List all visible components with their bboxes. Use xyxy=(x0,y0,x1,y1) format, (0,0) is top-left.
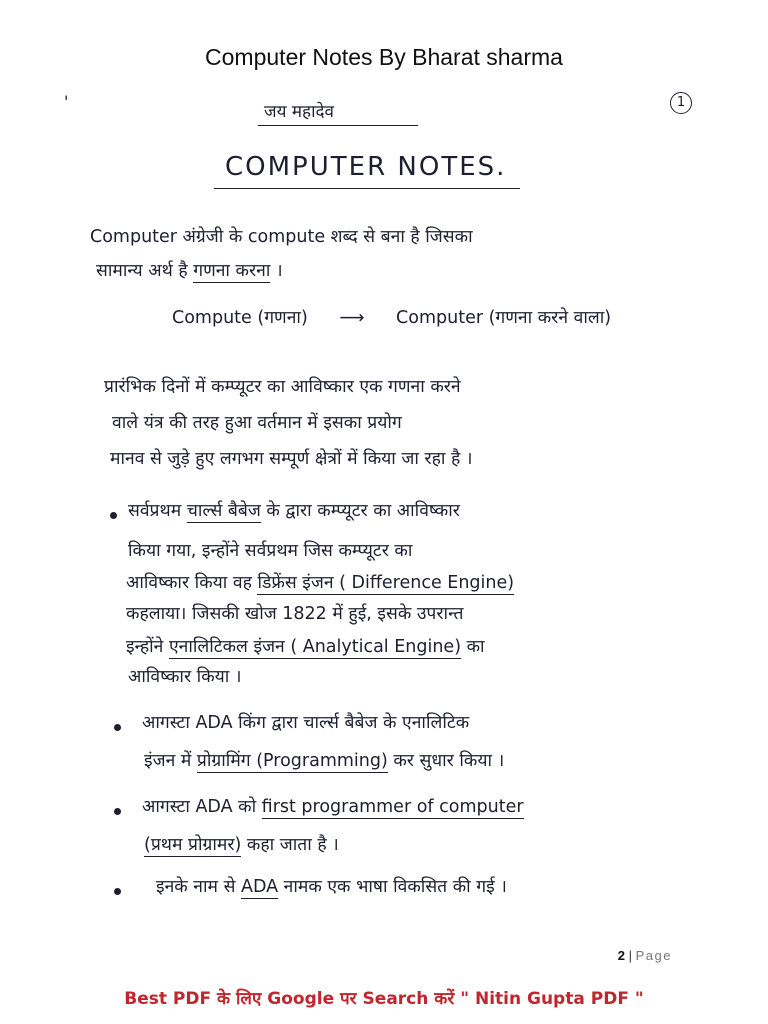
bullet4-line-1 xyxy=(156,874,507,898)
intro-underlined-term: गणना करना xyxy=(193,261,271,281)
bullet1-line-3 xyxy=(126,570,514,594)
analytical-engine-term: एनालिटिकल इंजन ( Analytical Engine) xyxy=(168,637,462,657)
bullet-1 xyxy=(110,512,117,519)
bullet2-line2-end: कर सुधार किया । xyxy=(387,751,505,771)
page-number: 2 xyxy=(617,948,626,963)
invocation-underline xyxy=(258,125,418,126)
bullet1-text-c: के द्वारा कम्प्यूटर का आविष्कार xyxy=(260,501,460,521)
bullet1-line-1 xyxy=(128,498,460,522)
bullet-4 xyxy=(114,888,121,895)
bullet-3 xyxy=(114,808,121,815)
bullet1-line-4: कहलाया। जिसकी खोज 1822 में हुई, इसके उपरान्त xyxy=(126,604,464,624)
bullet3-line2-end: कहा जाता है । xyxy=(241,835,339,855)
bullet2-line2-text: इंजन में xyxy=(144,751,197,771)
document-header-title: Computer Notes By Bharat sharma xyxy=(205,44,563,70)
bullet1-line5-text: इन्होंने xyxy=(126,637,169,657)
invocation-text: जय महादेव xyxy=(264,102,334,122)
arrow-icon: ⟶ xyxy=(339,308,365,328)
bullet1-underlined-name: चार्ल्स बैबेज xyxy=(186,501,261,521)
bullet3-text: आगस्टा ADA को xyxy=(142,797,262,817)
bullet2-line-1: आगस्टा ADA किंग द्वारा चार्ल्स बैबेज के एनालिटिक xyxy=(142,713,470,733)
notes-heading: COMPUTER NOTES. xyxy=(225,152,507,182)
bullet3-line-2 xyxy=(144,832,339,856)
formula-compute: Compute (गणना) xyxy=(172,308,308,328)
bullet4-text: इनके नाम से xyxy=(156,877,241,897)
page-footer xyxy=(618,948,672,963)
first-programmer-term: first programmer of computer xyxy=(261,797,524,817)
programming-term: प्रोग्रामिंग (Programming) xyxy=(196,751,388,771)
promo-banner xyxy=(0,986,768,1009)
bullet1-line5-end: का xyxy=(461,637,485,657)
bullet4-end: नामक एक भाषा विकसित की गई । xyxy=(278,877,507,897)
bullet1-line-5 xyxy=(126,634,485,658)
bullet2-line-2 xyxy=(144,748,504,772)
intro-line-1: Computer अंग्रेजी के compute शब्द से बना है जिसका xyxy=(90,227,473,247)
difference-engine-term: डिफ्रेंस इंजन ( Difference Engine) xyxy=(257,573,515,593)
margin-tick-mark: ' xyxy=(64,92,69,111)
heading-underline xyxy=(214,188,520,189)
promo-brand: " Nitin Gupta PDF " xyxy=(454,989,644,1009)
bullet3-line-1 xyxy=(142,794,524,818)
intro-line-2 xyxy=(96,258,283,282)
para1-line-3: मानव से जुड़े हुए लगभग सम्पूर्ण क्षेत्रों में किया जा रहा है । xyxy=(110,449,473,469)
para1-line-1: प्रारंभिक दिनों में कम्प्यूटर का आविष्कार एक गणना करने xyxy=(104,377,461,397)
intro-text: सामान्य अर्थ है xyxy=(96,261,194,281)
para1-line-2: वाले यंत्र की तरह हुआ वर्तमान में इसका प्रयोग xyxy=(112,413,402,433)
circled-page-number: 1 xyxy=(670,92,692,114)
page-word: Page xyxy=(635,948,672,963)
promo-text: Best PDF के लिए Google पर Search करें xyxy=(124,989,455,1009)
formula-line xyxy=(172,305,611,329)
bullet1-line-2: किया गया, इन्होंने सर्वप्रथम जिस कम्प्यूटर का xyxy=(128,541,413,561)
formula-computer: Computer (गणना करने वाला) xyxy=(396,308,612,328)
bullet-2 xyxy=(114,724,121,731)
ada-term: ADA xyxy=(240,877,279,897)
page-separator: | xyxy=(625,948,636,963)
bullet1-line-6: आविष्कार किया । xyxy=(128,667,242,687)
bullet1-line3-text: आविष्कार किया वह xyxy=(126,573,258,593)
intro-end: । xyxy=(270,261,283,281)
bullet1-text-a: सर्वप्रथम xyxy=(128,501,187,521)
pratham-programmer-term: (प्रथम प्रोग्रामर) xyxy=(144,835,242,855)
